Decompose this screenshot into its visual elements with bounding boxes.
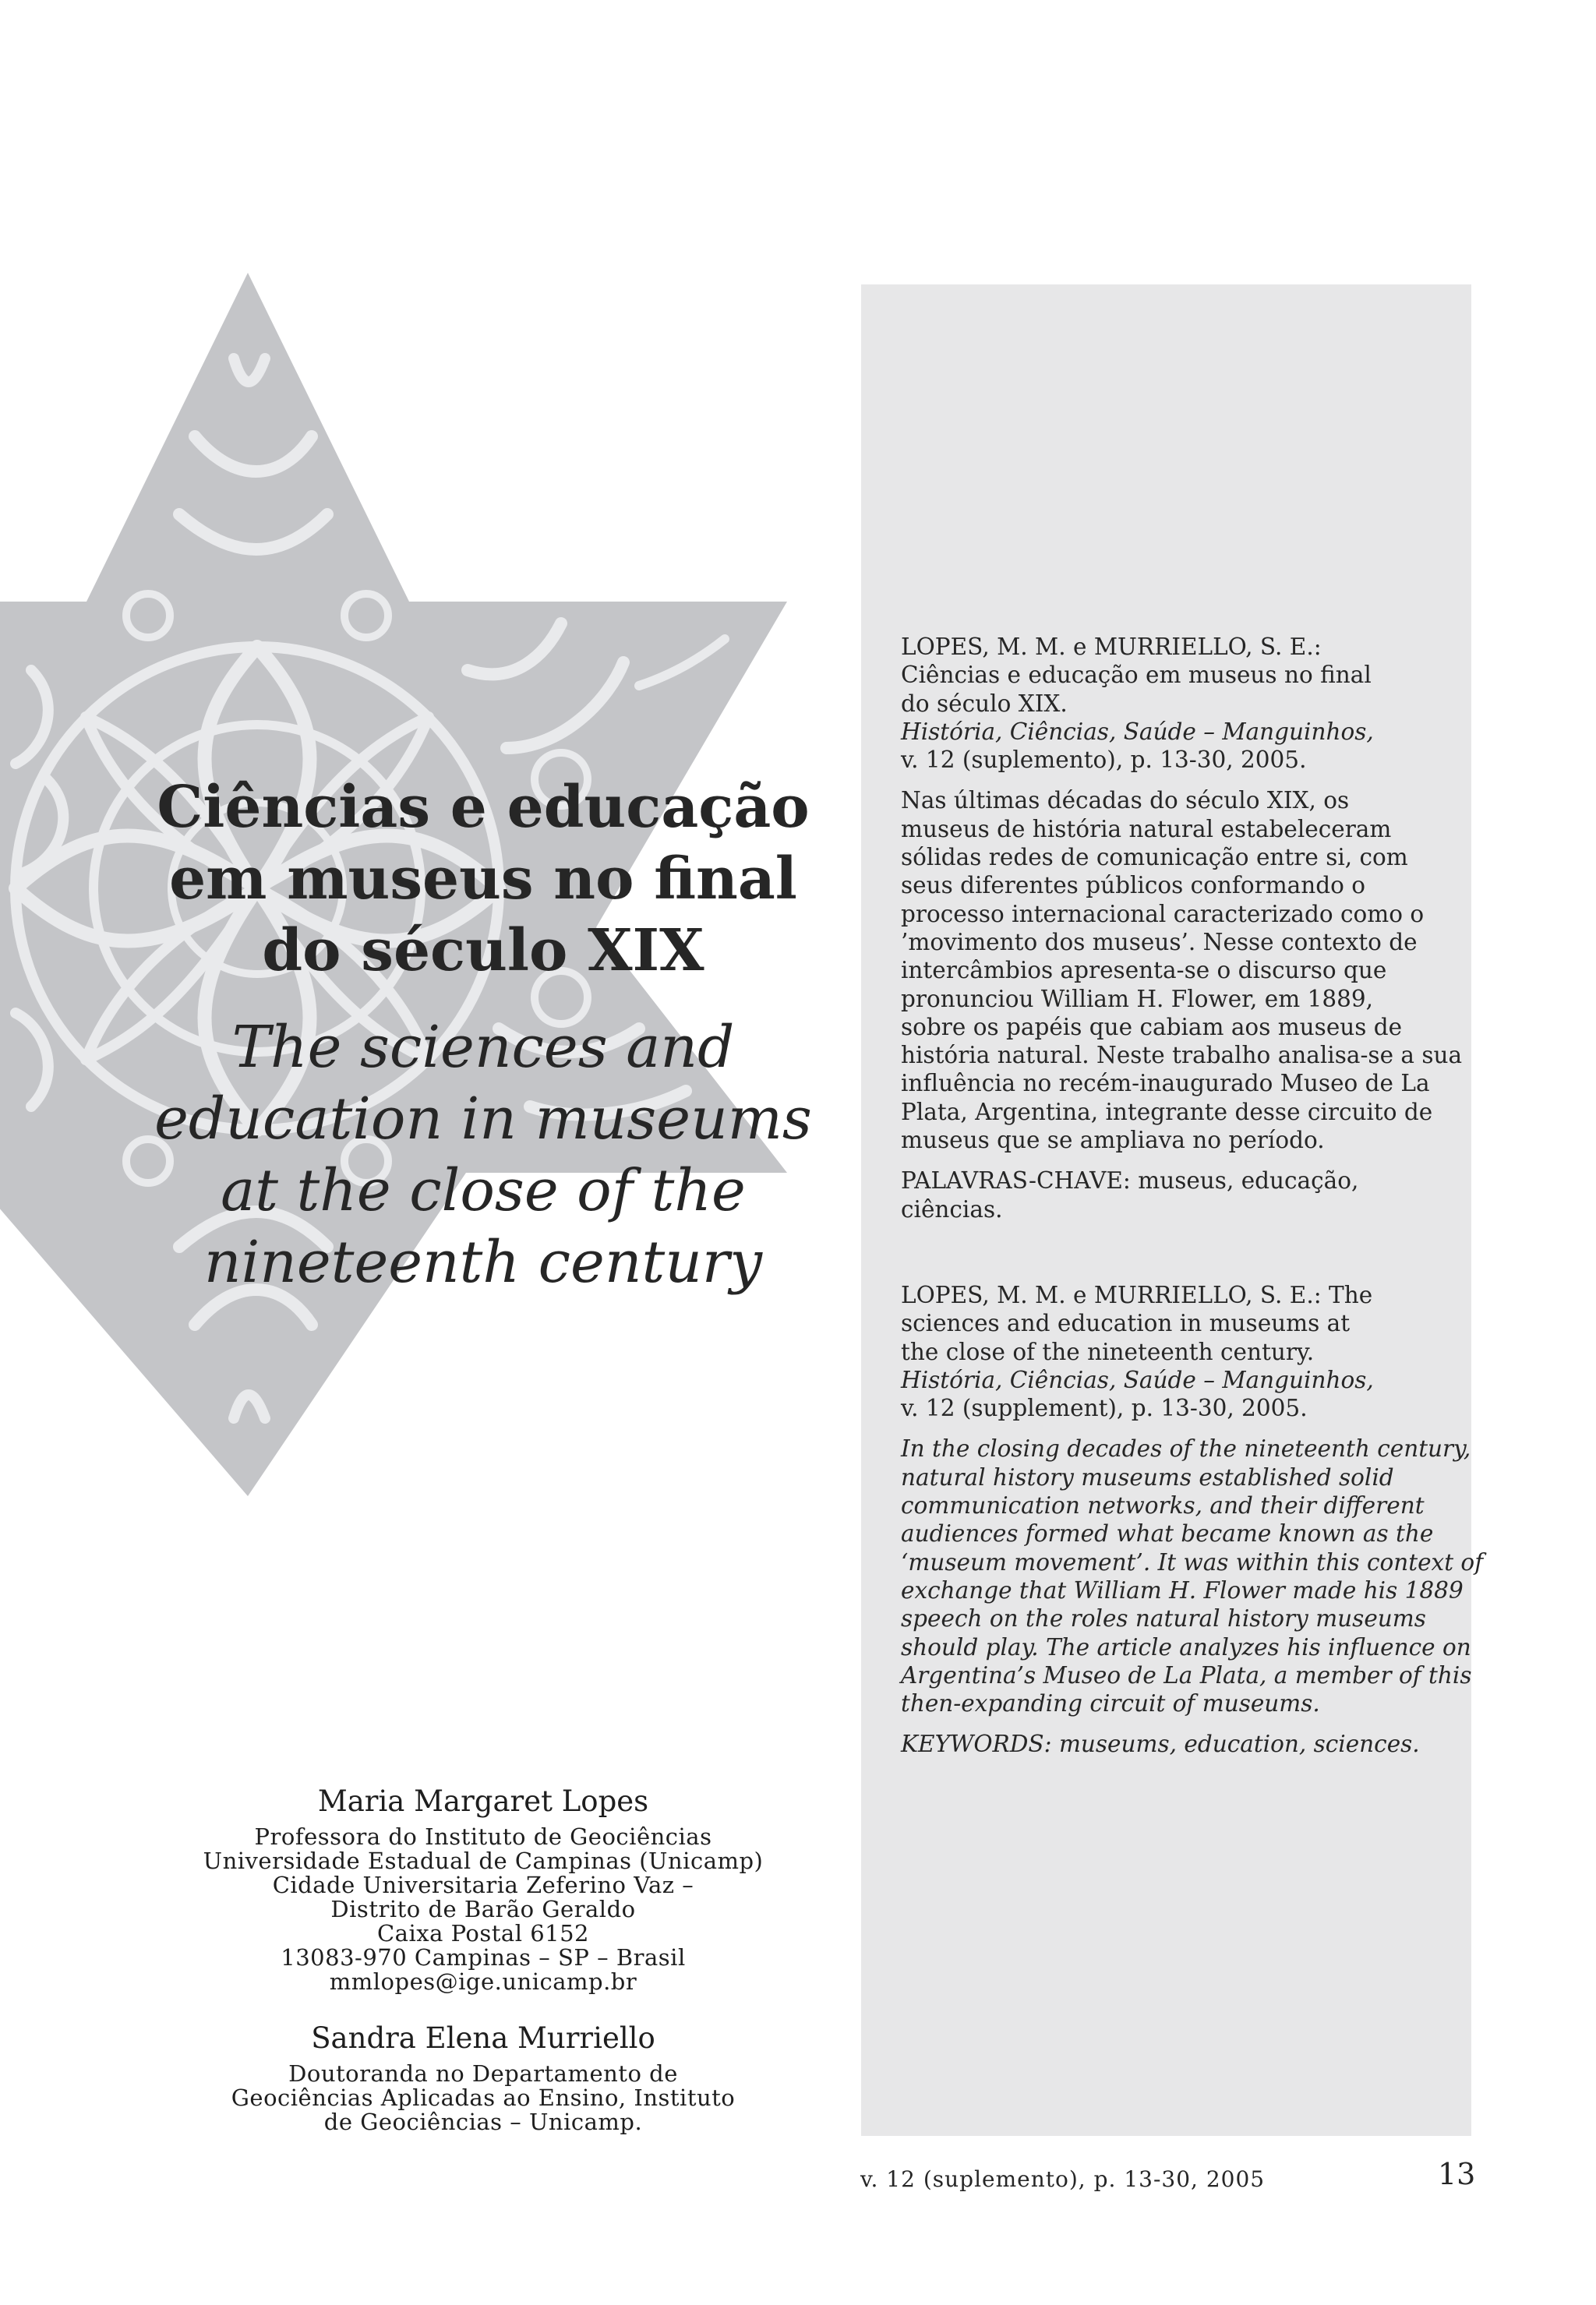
abstract-line: Argentina’s Museo de La Plata, a member of this	[901, 1661, 1472, 1689]
citation-en	[901, 1281, 1462, 1422]
title-block	[140, 771, 826, 1298]
abstract-line: communication networks, and their different	[901, 1492, 1425, 1520]
affiliation-line: de Geociências – Unicamp.	[323, 2109, 643, 2135]
journal-name: História, Ciências, Saúde – Manguinhos,	[901, 1366, 1374, 1393]
keywords-en	[901, 1730, 1462, 1758]
english-title	[140, 1011, 826, 1298]
abstract-line: then-expanding circuit of museums.	[901, 1690, 1320, 1717]
citation-pt	[901, 633, 1462, 774]
citation-line: Ciências e educação em museus no final	[901, 662, 1372, 689]
author-2	[156, 2021, 810, 2134]
abstract-line: exchange that William H. Flower made his 1889	[901, 1576, 1464, 1604]
citation-line: do século XIX.	[901, 690, 1068, 717]
abstract-line: ’movimento dos museus’. Nesse contexto de	[901, 928, 1418, 955]
author-affiliation	[156, 1825, 810, 1994]
english-title-line: The sciences and	[231, 1014, 735, 1081]
abstract-body-en	[901, 1435, 1484, 1717]
abstract-line: audiences formed what became known as the	[901, 1520, 1434, 1548]
abstract-line: speech on the roles natural history museums	[901, 1605, 1426, 1633]
abstract-line: influência no recém-inaugurado Museo de La	[901, 1070, 1430, 1097]
keywords-line: ciências.	[901, 1195, 1003, 1223]
abstract-line: pronunciou William H. Flower, em 1889,	[901, 985, 1374, 1012]
author-affiliation	[156, 2062, 810, 2134]
abstract-portuguese	[901, 633, 1462, 1223]
abstract-line: sobre os papéis que cabiam aos museus de	[901, 1013, 1403, 1040]
author-1	[156, 1784, 810, 1994]
english-title-line: nineteenth century	[203, 1229, 763, 1296]
abstract-line: sólidas redes de comunicação entre si, com	[901, 844, 1408, 871]
abstract-line: ‘museum movement’. It was within this context of	[901, 1548, 1484, 1576]
portuguese-title-line: em museus no final	[169, 845, 797, 912]
affiliation-line: Distrito de Barão Geraldo	[330, 1896, 636, 1922]
affiliation-line: Doutoranda no Departamento de	[288, 2060, 678, 2087]
volume-info: v. 12 (suplemento), p. 13-30, 2005.	[901, 747, 1307, 774]
portuguese-title-line: do século XIX	[262, 917, 704, 984]
abstract-line: In the closing decades of the nineteenth century,	[901, 1435, 1471, 1463]
abstract-line: processo internacional caracterizado como o	[901, 900, 1425, 927]
abstract-body-pt	[901, 786, 1462, 1154]
citation-line: LOPES, M. M. e MURRIELLO, S. E.:	[901, 634, 1322, 660]
affiliation-line: 13083-970 Campinas – SP – Brasil	[281, 1944, 686, 1971]
citation-line: LOPES, M. M. e MURRIELLO, S. E.: The	[901, 1282, 1373, 1308]
abstract-line: seus diferentes públicos conformando o	[901, 872, 1366, 899]
author-name: Maria Margaret Lopes	[317, 1784, 649, 1818]
volume-info: v. 12 (supplement), p. 13-30, 2005.	[901, 1395, 1308, 1422]
abstract-line: Nas últimas décadas do século XIX, os	[901, 787, 1350, 814]
abstract-line: Plata, Argentina, integrante desse circuito de	[901, 1098, 1433, 1125]
abstract-line: museus que se ampliava no período.	[901, 1127, 1325, 1154]
abstract-line: história natural. Neste trabalho analisa-se a sua	[901, 1042, 1463, 1069]
author-email: mmlopes@ige.unicamp.br	[329, 1968, 637, 1995]
keywords-line: KEYWORDS: museums, education, sciences.	[901, 1731, 1420, 1758]
affiliation-line: Caixa Postal 6152	[376, 1920, 590, 1947]
citation-line: sciences and education in museums at	[901, 1310, 1351, 1337]
page-number: 13	[1438, 2157, 1476, 2191]
portuguese-title-line: Ciências e educação	[157, 774, 810, 841]
english-title-line: at the close of the	[221, 1157, 746, 1224]
citation-line: the close of the nineteenth century.	[901, 1338, 1315, 1365]
abstract-line: should play. The article analyzes his influence on	[901, 1633, 1471, 1661]
abstract-line: intercâmbios apresenta-se o discurso que	[901, 957, 1387, 984]
keywords-line: PALAVRAS-CHAVE: museus, educação,	[901, 1167, 1359, 1195]
keywords-pt	[901, 1167, 1462, 1223]
abstract-english	[901, 1281, 1484, 1759]
affiliation-line: Geociências Aplicadas ao Ensino, Instituto	[231, 2084, 736, 2111]
footer-reference: v. 12 (suplemento), p. 13-30, 2005	[860, 2166, 1266, 2192]
affiliation-line: Cidade Universitaria Zeferino Vaz –	[272, 1872, 694, 1898]
abstract-line: natural history museums established solid	[901, 1463, 1394, 1491]
journal-name: História, Ciências, Saúde – Manguinhos,	[901, 718, 1374, 745]
author-name: Sandra Elena Murriello	[311, 2021, 655, 2055]
affiliation-line: Professora do Instituto de Geociências	[254, 1823, 712, 1850]
affiliation-line: Universidade Estadual de Campinas (Unicamp)	[203, 1848, 764, 1874]
english-title-line: education in museums	[154, 1085, 812, 1152]
portuguese-title	[140, 771, 826, 987]
abstract-line: museus de história natural estabeleceram	[901, 815, 1392, 842]
